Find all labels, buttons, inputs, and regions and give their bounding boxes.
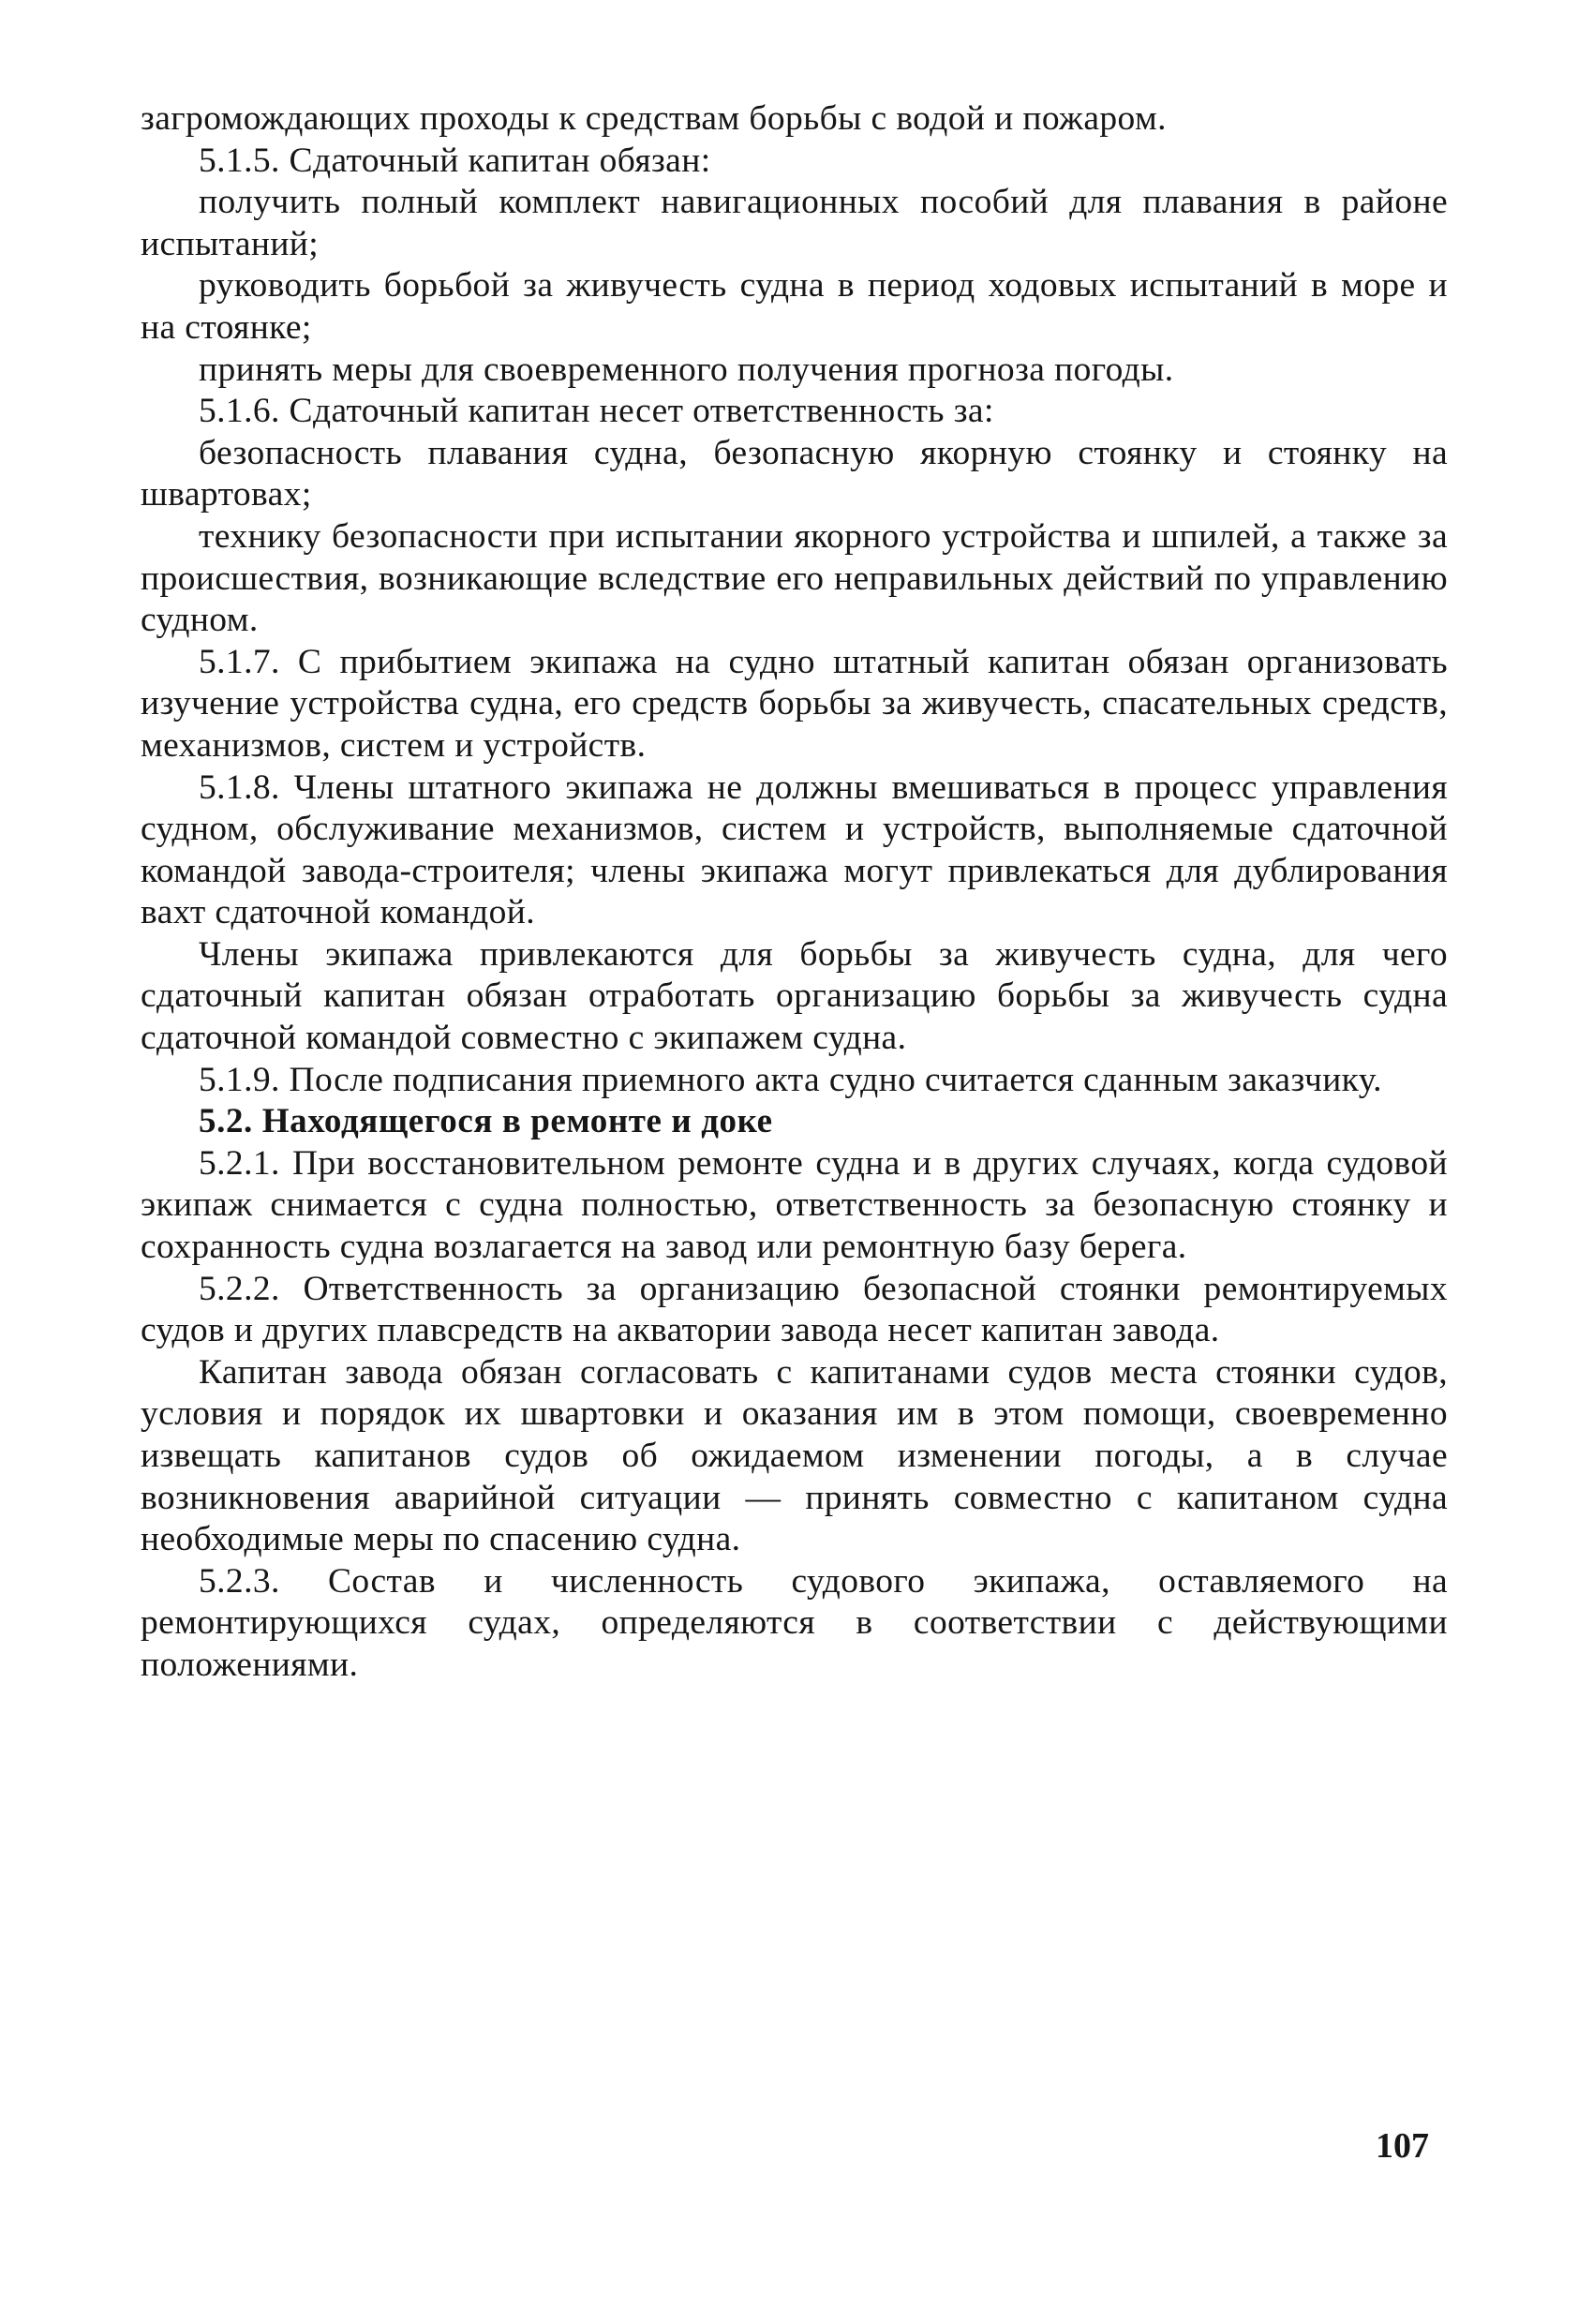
- paragraph: Капитан завода обязан согласовать с капитанами судов места стоянки судов, условия и порядок их швартовки и оказания им в этом помощи, своевременно извещать капитанов судов об ожидаемом изменении погоды, а в случае возникновения аварийной ситуации — принять совместно с капитаном судна необходимые меры по спасению судна.: [141, 1352, 1448, 1559]
- paragraph: загромождающих проходы к средствам борьбы с водой и пожаром.: [141, 99, 1167, 138]
- paragraph: технику безопасности при испытании якорного устройства и шпилей, а также за происшествия, возникающие вследствие его неправильных действий по управлению судном.: [141, 516, 1448, 640]
- paragraph: 5.1.7. С прибытием экипажа на судно штатный капитан обязан организовать изучение устройства судна, его средств борьбы за живучесть, спасательных средств, механизмов, систем и устройств.: [141, 642, 1448, 765]
- paragraph: руководить борьбой за живучесть судна в период ходовых испытаний в море и на стоянке;: [141, 266, 1448, 347]
- page-number: 107: [1376, 2126, 1429, 2166]
- body-text: [141, 98, 1448, 1687]
- paragraph: 5.2.1. При восстановительном ремонте судна и в других случаях, когда судовой экипаж снимается с судна полностью, ответственность за безопасную стоянку и сохранность судна возлагается на завод или ремонтную базу берега.: [141, 1143, 1448, 1267]
- paragraph: 5.1.8. Члены штатного экипажа не должны вмешиваться в процесс управления судном, обслуживание механизмов, систем и устройств, выполняемые сдаточной командой завода-строителя; члены экипажа могут привлекаться для дублирования вахт сдаточной командой.: [141, 767, 1448, 932]
- paragraph: Члены экипажа привлекаются для борьбы за живучесть судна, для чего сдаточный капитан обязан отработать организацию борьбы за живучесть судна сдаточной командой совместно с экипажем судна.: [141, 934, 1448, 1058]
- paragraph: получить полный комплект навигационных пособий для плавания в районе испытаний;: [141, 183, 1448, 263]
- paragraph: принять меры для своевременного получения прогноза погоды.: [199, 350, 1174, 389]
- paragraph: 5.2.2. Ответственность за организацию безопасной стоянки ремонтируемых судов и других плавсредств на акватории завода несет капитан завода.: [141, 1269, 1448, 1350]
- paragraph: 5.1.9. После подписания приемного акта судно считается сданным заказчику.: [199, 1060, 1382, 1099]
- section-heading: 5.2. Находящегося в ремонте и доке: [199, 1102, 773, 1141]
- paragraph: безопасность плавания судна, безопасную якорную стоянку и стоянку на швартовах;: [141, 433, 1448, 514]
- paragraph: 5.1.5. Сдаточный капитан обязан:: [199, 141, 711, 180]
- paragraph: 5.1.6. Сдаточный капитан несет ответственность за:: [199, 392, 994, 431]
- paragraph: 5.2.3. Состав и численность судового экипажа, оставляемого на ремонтирующихся судах, определяются в соответствии с действующими положениями.: [141, 1561, 1448, 1684]
